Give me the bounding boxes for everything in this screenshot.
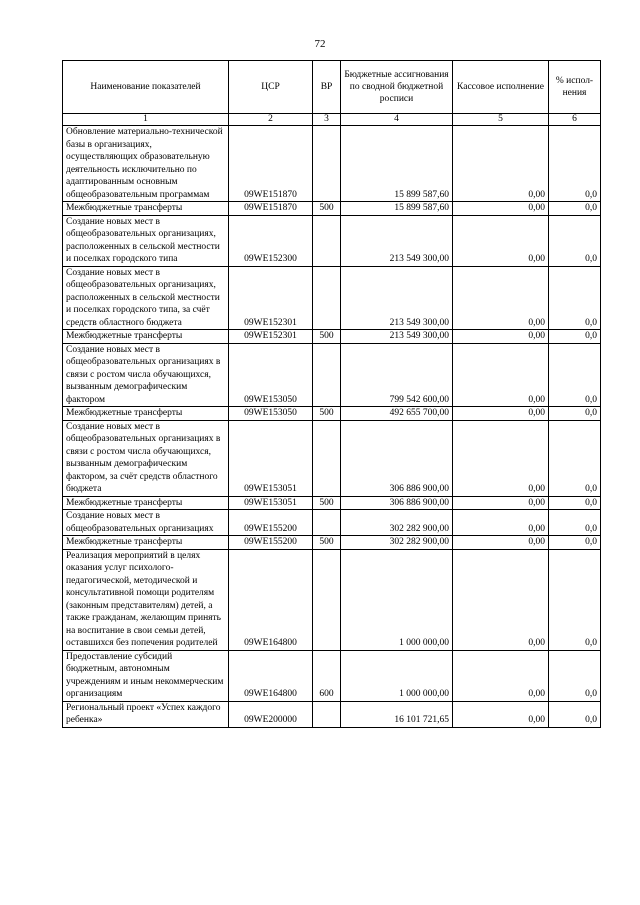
row-budget-cell: 15 899 587,60 <box>341 202 453 216</box>
table-row <box>63 701 601 727</box>
table-row <box>63 330 601 344</box>
column-number: 4 <box>341 114 453 126</box>
row-percent-cell: 0,0 <box>549 202 601 216</box>
row-percent-cell: 0,0 <box>549 701 601 727</box>
row-name-cell: Межбюджетные трансферты <box>63 496 229 510</box>
row-name-cell: Реализация мероприятий в целях оказания услуг психолого-педагогической, методической и консультативной помощи родителям (законным представителям) детей, а также гражданам, желающим принять на воспитание в свои семьи детей, оставшихся без попечения родителей <box>63 549 229 650</box>
table-row <box>63 407 601 421</box>
header-csr: ЦСР <box>229 61 313 114</box>
column-number: 6 <box>549 114 601 126</box>
row-execution-cell: 0,00 <box>453 549 549 650</box>
row-percent-cell: 0,0 <box>549 407 601 421</box>
row-budget-cell: 799 542 600,00 <box>341 343 453 407</box>
page-number: 72 <box>314 38 326 50</box>
row-percent-cell: 0,0 <box>549 126 601 202</box>
row-budget-cell: 1 000 000,00 <box>341 650 453 701</box>
row-budget-cell: 213 549 300,00 <box>341 215 453 266</box>
row-budget-cell: 213 549 300,00 <box>341 330 453 344</box>
row-csr-cell: 09WE151870 <box>229 126 313 202</box>
row-budget-cell: 16 101 721,65 <box>341 701 453 727</box>
row-execution-cell: 0,00 <box>453 215 549 266</box>
row-csr-cell: 09WE164800 <box>229 650 313 701</box>
column-number-row <box>63 114 601 126</box>
row-name-cell: Межбюджетные трансферты <box>63 536 229 550</box>
row-name-cell: Создание новых мест в общеобразовательных организациях, расположенных в сельской местности и поселках городского типа <box>63 215 229 266</box>
row-execution-cell: 0,00 <box>453 650 549 701</box>
header-percent: % испол-нения <box>549 61 601 114</box>
row-name-cell: Региональный проект «Успех каждого ребенка» <box>63 701 229 727</box>
row-percent-cell: 0,0 <box>549 536 601 550</box>
header-budget: Бюджетные ассигнования по сводной бюджетной росписи <box>341 61 453 114</box>
row-percent-cell: 0,0 <box>549 549 601 650</box>
row-vr-cell <box>313 510 341 536</box>
row-name-cell: Создание новых мест в общеобразовательных организациях, расположенных в сельской местности и поселках городского типа, за счёт средств областного бюджета <box>63 266 229 330</box>
row-csr-cell: 09WE153050 <box>229 407 313 421</box>
table-row <box>63 549 601 650</box>
row-percent-cell: 0,0 <box>549 510 601 536</box>
row-vr-cell <box>313 420 341 496</box>
row-csr-cell: 09WE164800 <box>229 549 313 650</box>
row-vr-cell: 500 <box>313 407 341 421</box>
row-vr-cell <box>313 126 341 202</box>
row-vr-cell <box>313 266 341 330</box>
row-percent-cell: 0,0 <box>549 215 601 266</box>
column-number: 2 <box>229 114 313 126</box>
row-percent-cell: 0,0 <box>549 420 601 496</box>
row-csr-cell: 09WE155200 <box>229 510 313 536</box>
column-number: 5 <box>453 114 549 126</box>
table-row <box>63 215 601 266</box>
row-vr-cell: 500 <box>313 330 341 344</box>
row-execution-cell: 0,00 <box>453 407 549 421</box>
row-csr-cell: 09WE151870 <box>229 202 313 216</box>
row-vr-cell <box>313 343 341 407</box>
row-percent-cell: 0,0 <box>549 330 601 344</box>
table-row <box>63 536 601 550</box>
row-vr-cell <box>313 215 341 266</box>
row-vr-cell: 500 <box>313 536 341 550</box>
row-percent-cell: 0,0 <box>549 343 601 407</box>
row-csr-cell: 09WE200000 <box>229 701 313 727</box>
budget-execution-table <box>62 60 601 728</box>
row-execution-cell: 0,00 <box>453 496 549 510</box>
row-csr-cell: 09WE153051 <box>229 496 313 510</box>
column-number: 1 <box>63 114 229 126</box>
row-budget-cell: 302 282 900,00 <box>341 510 453 536</box>
column-number: 3 <box>313 114 341 126</box>
row-percent-cell: 0,0 <box>549 650 601 701</box>
table-row <box>63 266 601 330</box>
row-execution-cell: 0,00 <box>453 202 549 216</box>
row-percent-cell: 0,0 <box>549 266 601 330</box>
row-vr-cell: 500 <box>313 496 341 510</box>
row-execution-cell: 0,00 <box>453 510 549 536</box>
row-vr-cell <box>313 701 341 727</box>
row-vr-cell: 500 <box>313 202 341 216</box>
row-execution-cell: 0,00 <box>453 343 549 407</box>
row-budget-cell: 213 549 300,00 <box>341 266 453 330</box>
row-execution-cell: 0,00 <box>453 330 549 344</box>
table-row <box>63 496 601 510</box>
row-execution-cell: 0,00 <box>453 126 549 202</box>
row-name-cell: Обновление материально-технической базы в организациях, осуществляющих образовательную деятельность исключительно по адаптированным основным общеобразовательным программам <box>63 126 229 202</box>
table-row <box>63 510 601 536</box>
row-execution-cell: 0,00 <box>453 701 549 727</box>
header-vr: ВР <box>313 61 341 114</box>
header-name: Наименование показателей <box>63 61 229 114</box>
row-budget-cell: 1 000 000,00 <box>341 549 453 650</box>
row-name-cell: Предоставление субсидий бюджетным, автономным учреждениям и иным некоммерческим организациям <box>63 650 229 701</box>
row-vr-cell <box>313 549 341 650</box>
table-row <box>63 650 601 701</box>
row-percent-cell: 0,0 <box>549 496 601 510</box>
row-name-cell: Создание новых мест в общеобразовательных организациях в связи с ростом числа обучающихся, вызванным демографическим фактором, за счёт средств областного бюджета <box>63 420 229 496</box>
row-execution-cell: 0,00 <box>453 266 549 330</box>
row-vr-cell: 600 <box>313 650 341 701</box>
row-csr-cell: 09WE152300 <box>229 215 313 266</box>
row-csr-cell: 09WE152301 <box>229 330 313 344</box>
row-csr-cell: 09WE152301 <box>229 266 313 330</box>
row-name-cell: Межбюджетные трансферты <box>63 407 229 421</box>
row-csr-cell: 09WE153050 <box>229 343 313 407</box>
row-name-cell: Создание новых мест в общеобразовательных организациях <box>63 510 229 536</box>
row-budget-cell: 306 886 900,00 <box>341 420 453 496</box>
row-budget-cell: 302 282 900,00 <box>341 536 453 550</box>
row-budget-cell: 306 886 900,00 <box>341 496 453 510</box>
row-budget-cell: 15 899 587,60 <box>341 126 453 202</box>
header-execution: Кассовое исполнение <box>453 61 549 114</box>
row-name-cell: Создание новых мест в общеобразовательных организациях в связи с ростом числа обучающихся, вызванным демографическим фактором <box>63 343 229 407</box>
table-row <box>63 126 601 202</box>
table-row <box>63 420 601 496</box>
table-row <box>63 343 601 407</box>
row-budget-cell: 492 655 700,00 <box>341 407 453 421</box>
row-csr-cell: 09WE155200 <box>229 536 313 550</box>
row-name-cell: Межбюджетные трансферты <box>63 202 229 216</box>
row-execution-cell: 0,00 <box>453 536 549 550</box>
table-row <box>63 202 601 216</box>
row-csr-cell: 09WE153051 <box>229 420 313 496</box>
table-header-row <box>63 61 601 114</box>
row-execution-cell: 0,00 <box>453 420 549 496</box>
row-name-cell: Межбюджетные трансферты <box>63 330 229 344</box>
